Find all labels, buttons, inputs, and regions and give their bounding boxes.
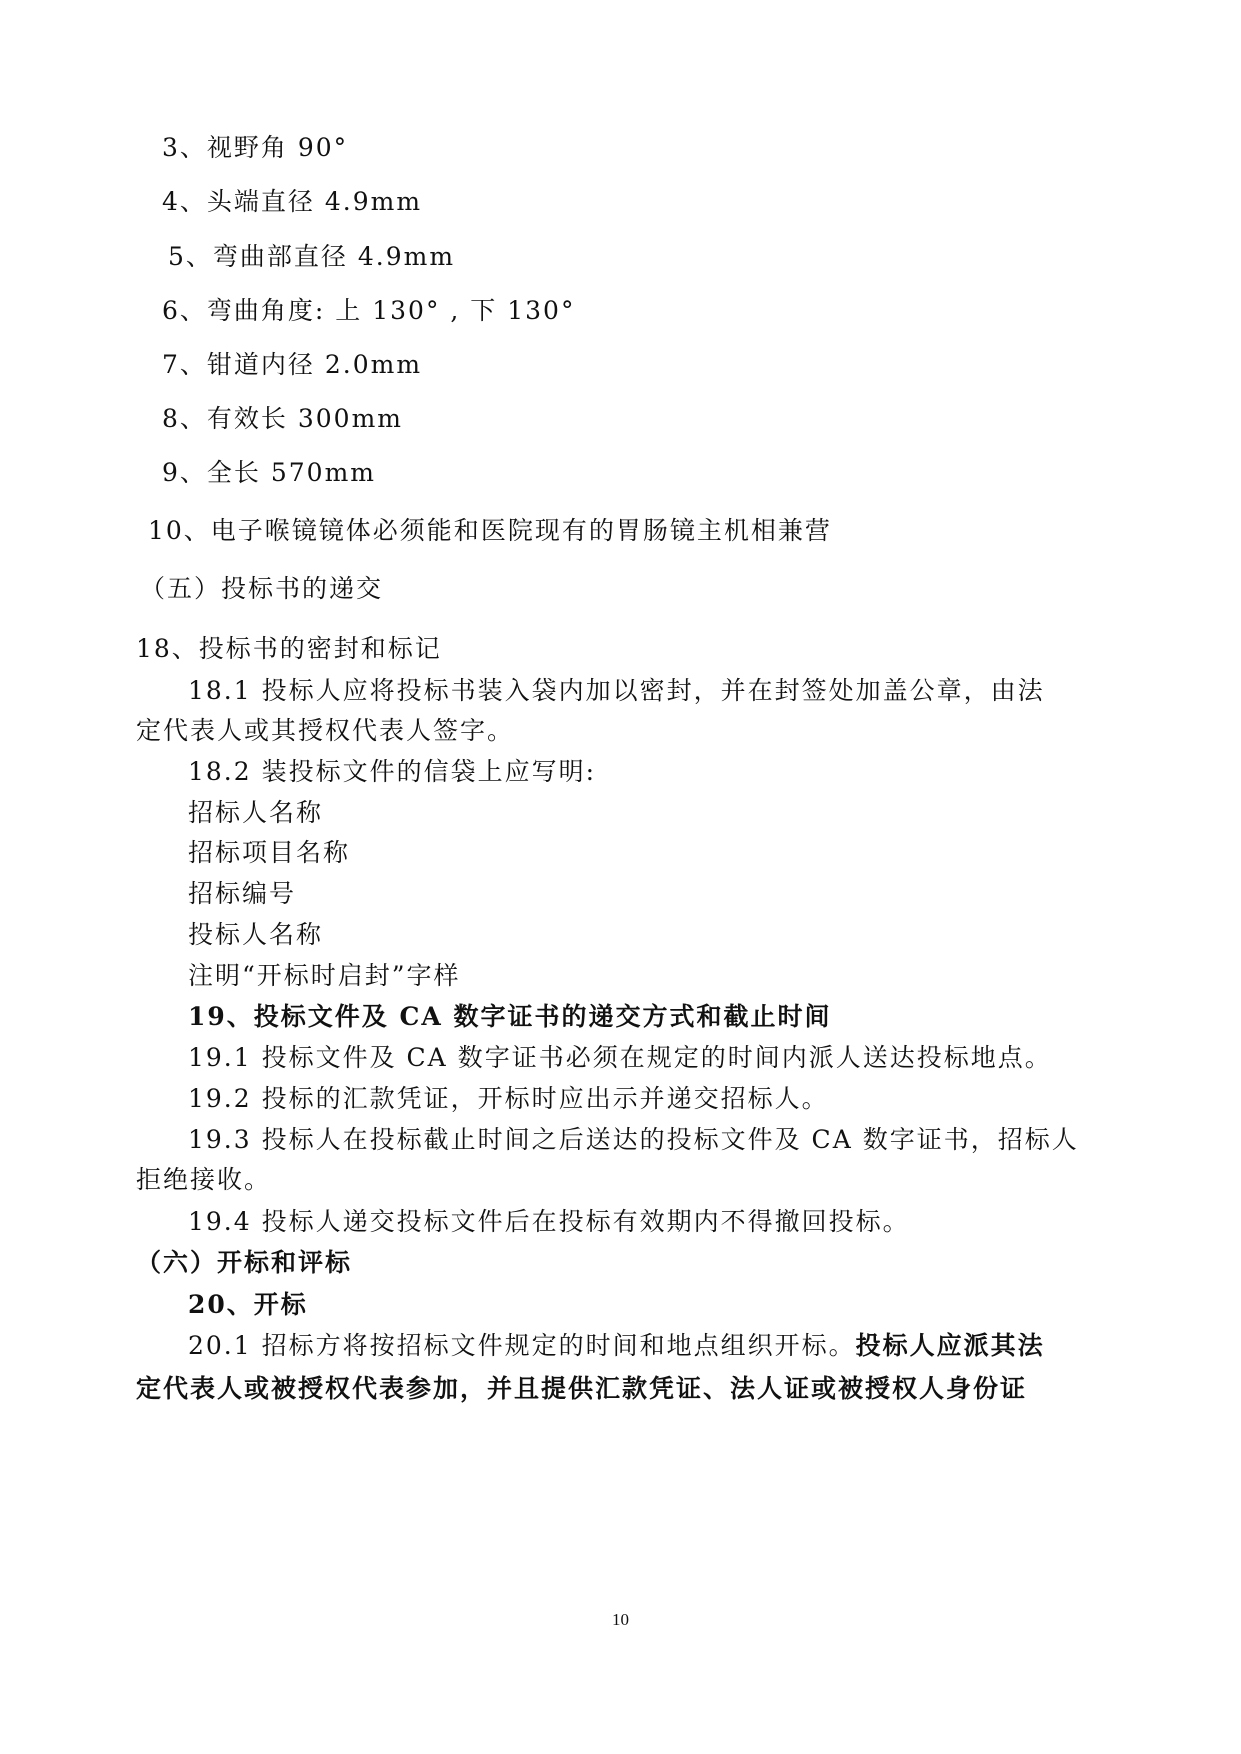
paragraph-line: 定代表人或被授权代表参加，并且提供汇款凭证、法人证或被授权人身份证 (136, 1374, 1028, 1403)
paragraph-line (188, 1329, 1045, 1363)
paragraph-line: 拒绝接收。 (136, 1165, 272, 1194)
paragraph-line: 19.4 投标人递交投标文件后在投标有效期内不得撤回投标。 (188, 1207, 910, 1236)
spec-item: 5、弯曲部直径 4.9mm (168, 242, 456, 271)
section-heading: （五）投标书的递交 (140, 574, 384, 603)
item-heading: 20、开标 (188, 1290, 308, 1319)
paragraph-line: 18.1 投标人应将投标书装入袋内加以密封，并在封签处加盖公章，由法 (188, 676, 1045, 705)
paragraph-text: 20.1 招标方将按招标文件规定的时间和地点组织开标。 (188, 1331, 856, 1360)
label-item: 招标项目名称 (188, 838, 351, 867)
spec-item: 6、弯曲角度: 上 130° , 下 130° (162, 296, 576, 325)
item-heading: 19、投标文件及 CA 数字证书的递交方式和截止时间 (188, 1002, 832, 1031)
label-item: 投标人名称 (188, 920, 324, 949)
paragraph-line: 定代表人或其授权代表人签字。 (136, 716, 515, 745)
spec-item: 10、电子喉镜镜体必须能和医院现有的胃肠镜主机相兼营 (148, 516, 832, 545)
spec-item: 9、全长 570mm (162, 458, 376, 487)
spec-item: 3、视野角 90° (162, 133, 349, 162)
spec-item: 7、钳道内径 2.0mm (162, 350, 423, 379)
paragraph-line: 19.2 投标的汇款凭证，开标时应出示并递交招标人。 (188, 1084, 829, 1113)
spec-item: 8、有效长 300mm (162, 404, 403, 433)
page-number: 10 (612, 1610, 629, 1629)
paragraph-line: 18.2 装投标文件的信袋上应写明: (188, 757, 597, 786)
section-heading: （六）开标和评标 (136, 1248, 353, 1277)
item-heading: 18、投标书的密封和标记 (136, 634, 442, 663)
paragraph-line: 19.1 投标文件及 CA 数字证书必须在规定的时间内派人送达投标地点。 (188, 1043, 1052, 1072)
spec-item: 4、头端直径 4.9mm (162, 187, 423, 216)
paragraph-emphasis: 投标人应派其法 (855, 1331, 1045, 1360)
label-item: 招标编号 (188, 879, 297, 908)
paragraph-line: 19.3 投标人在投标截止时间之后送达的投标文件及 CA 数字证书，招标人 (188, 1125, 1079, 1154)
label-item: 招标人名称 (188, 798, 324, 827)
label-item: 注明“开标时启封”字样 (188, 961, 461, 990)
